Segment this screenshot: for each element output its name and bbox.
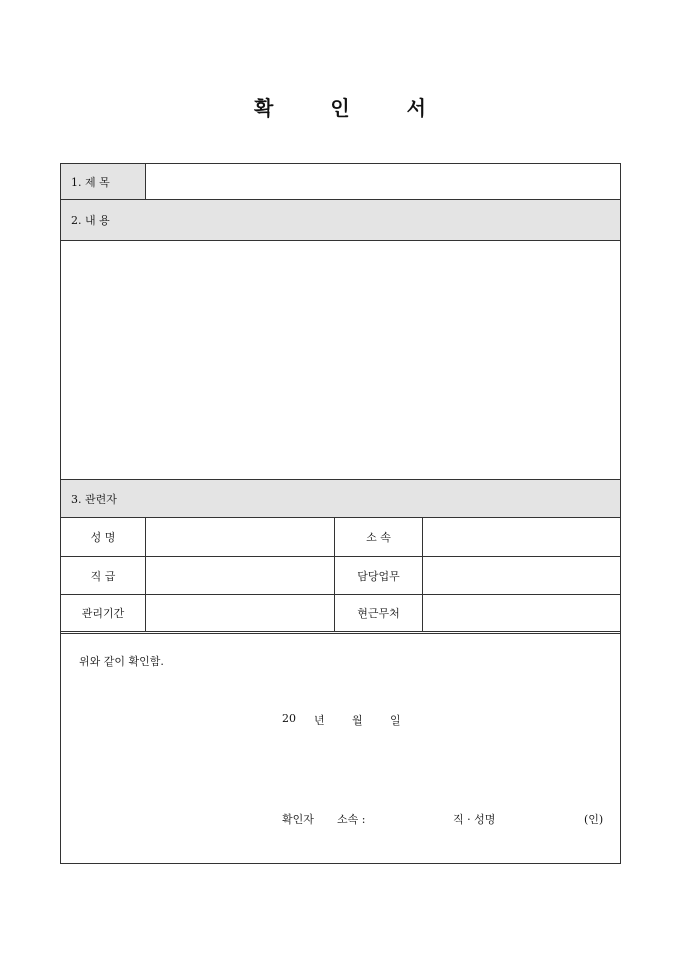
period-label: 관리기간 bbox=[61, 595, 146, 631]
date-year-prefix[interactable]: 20 bbox=[282, 712, 296, 725]
date-year-label: 년 bbox=[314, 714, 325, 727]
content-header-row bbox=[61, 200, 620, 241]
signer-seal: (인) bbox=[584, 813, 604, 826]
content-field[interactable] bbox=[61, 241, 620, 479]
related-row-2 bbox=[61, 557, 620, 595]
signer-label: 확인자 bbox=[282, 813, 314, 826]
affiliation-label: 소 속 bbox=[335, 518, 423, 556]
position-label: 직 급 bbox=[61, 557, 146, 594]
subject-field[interactable] bbox=[146, 164, 620, 199]
content-label: 2. 내 용 bbox=[71, 214, 110, 227]
title-char-2: 인 bbox=[330, 96, 350, 120]
document-title bbox=[0, 92, 680, 121]
signer-affiliation-label: 소속 : bbox=[337, 813, 366, 826]
signer-position-name-label: 직 · 성명 bbox=[453, 813, 496, 826]
confirmation-form bbox=[60, 163, 621, 864]
confirmation-statement: 위와 같이 확인함. bbox=[79, 655, 164, 668]
duty-label: 담당업무 bbox=[335, 557, 423, 594]
name-field[interactable] bbox=[146, 518, 335, 556]
subject-label: 1. 제 목 bbox=[61, 164, 146, 199]
workplace-label: 현근무처 bbox=[335, 595, 423, 631]
workplace-field[interactable] bbox=[423, 595, 620, 631]
title-char-3: 서 bbox=[406, 96, 426, 120]
related-header-row bbox=[61, 480, 620, 518]
related-label: 3. 관련자 bbox=[71, 492, 117, 506]
affiliation-field[interactable] bbox=[423, 518, 620, 556]
name-label: 성 명 bbox=[61, 518, 146, 556]
related-row-1 bbox=[61, 518, 620, 557]
content-body bbox=[61, 241, 620, 480]
duty-field[interactable] bbox=[423, 557, 620, 594]
date-day-label: 일 bbox=[390, 714, 401, 727]
subject-row bbox=[61, 164, 620, 200]
period-field[interactable] bbox=[146, 595, 335, 631]
date-month-label: 월 bbox=[352, 714, 363, 727]
related-row-3 bbox=[61, 595, 620, 634]
title-char-1: 확 bbox=[254, 96, 274, 120]
position-field[interactable] bbox=[146, 557, 335, 594]
